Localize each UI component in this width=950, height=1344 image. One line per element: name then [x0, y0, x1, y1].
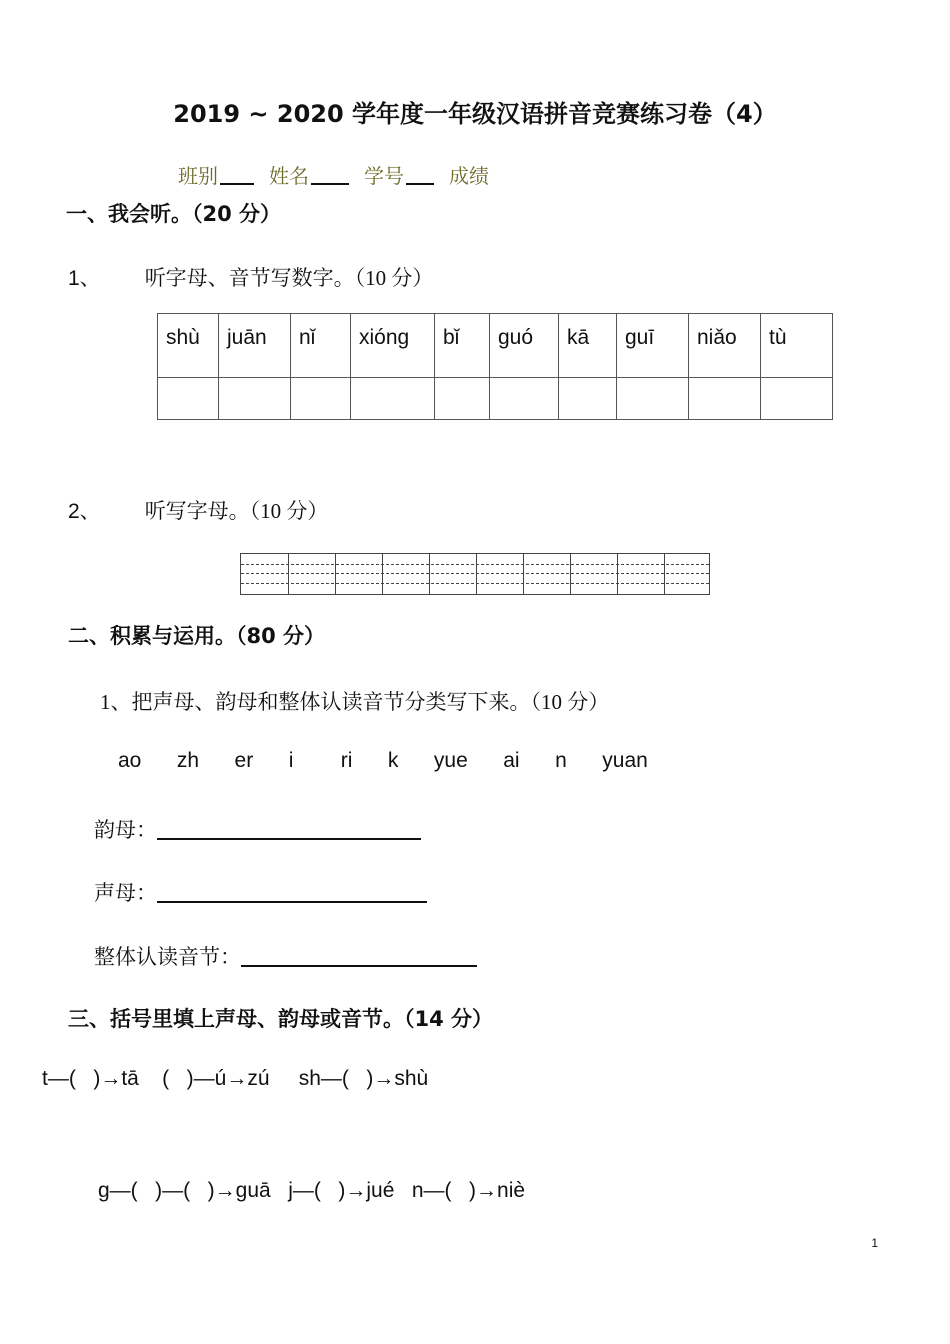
student-info-line — [178, 160, 489, 189]
section2-heading: 二、积累与运用。（80 分） — [68, 624, 326, 648]
answer-cell[interactable] — [689, 378, 761, 420]
syllable-cell: bǐ — [435, 314, 490, 378]
answer-cell[interactable] — [219, 378, 291, 420]
zhengti-answer-line[interactable] — [241, 964, 477, 967]
id-label: 学号 — [364, 166, 404, 188]
fill-line-1[interactable]: t—( )→tā ( )—ú→zú sh—( )→shù — [42, 1067, 429, 1090]
fill-line-2[interactable]: g—( )—( )→guā j—( )→jué n—( )→niè — [98, 1179, 526, 1202]
syllable-cell: shù — [158, 314, 219, 378]
grid-divider — [523, 554, 524, 594]
grid-line — [241, 583, 709, 584]
four-line-writing-grid[interactable] — [240, 553, 710, 595]
syllable-cell: kā — [559, 314, 617, 378]
answer-cell[interactable] — [559, 378, 617, 420]
grid-line — [241, 573, 709, 574]
syllable-cell: guī — [617, 314, 689, 378]
shengmu-answer-line[interactable] — [157, 900, 427, 903]
grid-divider — [335, 554, 336, 594]
q1-text: 听字母、音节写数字。（10 分） — [144, 266, 434, 290]
grid-divider — [382, 554, 383, 594]
grid-divider — [476, 554, 477, 594]
grid-divider — [570, 554, 571, 594]
grid-line — [241, 564, 709, 565]
grid-divider — [429, 554, 430, 594]
name-blank[interactable] — [311, 182, 349, 185]
id-blank[interactable] — [406, 182, 434, 185]
name-label: 姓名 — [269, 166, 309, 188]
syllable-table — [157, 313, 833, 420]
answer-cell[interactable] — [351, 378, 435, 420]
grid-divider — [288, 554, 289, 594]
class-label: 班别 — [178, 166, 218, 188]
score-label: 成绩 — [449, 166, 489, 188]
q2-number: 2、 — [68, 500, 101, 523]
answer-cell[interactable] — [435, 378, 490, 420]
syllable-cell: nǐ — [291, 314, 351, 378]
syllable-cell: tù — [761, 314, 833, 378]
yunmu-answer-line[interactable] — [157, 837, 421, 840]
q2-text: 听写字母。（10 分） — [144, 499, 329, 523]
answer-cell[interactable] — [490, 378, 559, 420]
grid-divider — [617, 554, 618, 594]
yunmu-label: 韵母： — [94, 818, 157, 842]
yunmu-row — [94, 814, 421, 844]
grid-divider — [664, 554, 665, 594]
section3-heading: 三、括号里填上声母、韵母或音节。（14 分） — [68, 1007, 494, 1031]
class-blank[interactable] — [220, 182, 254, 185]
syllable-cell: guó — [490, 314, 559, 378]
syllable-cell: juān — [219, 314, 291, 378]
syllable-cell: xióng — [351, 314, 435, 378]
section2-q1-text: 1、把声母、韵母和整体认读音节分类写下来。（10 分） — [100, 690, 610, 714]
answer-cell[interactable] — [158, 378, 219, 420]
answer-cell[interactable] — [617, 378, 689, 420]
section1-q1 — [68, 262, 433, 292]
syllable-cell: niǎo — [689, 314, 761, 378]
section1-heading: 一、我会听。（20 分） — [66, 202, 282, 226]
answer-cell[interactable] — [291, 378, 351, 420]
page-number: 1 — [871, 1236, 878, 1250]
answer-cell[interactable] — [761, 378, 833, 420]
shengmu-row — [94, 877, 427, 907]
letter-list: ao zh er i ri k yue ai n yuan — [118, 749, 648, 772]
section1-q2 — [68, 495, 328, 525]
zhengti-label: 整体认读音节： — [94, 945, 241, 969]
zhengti-row — [94, 941, 477, 971]
q1-number: 1、 — [68, 267, 101, 290]
shengmu-label: 声母： — [94, 881, 157, 905]
page-title: 2019 ~ 2020 学年度一年级汉语拼音竞赛练习卷（4） — [173, 100, 777, 128]
